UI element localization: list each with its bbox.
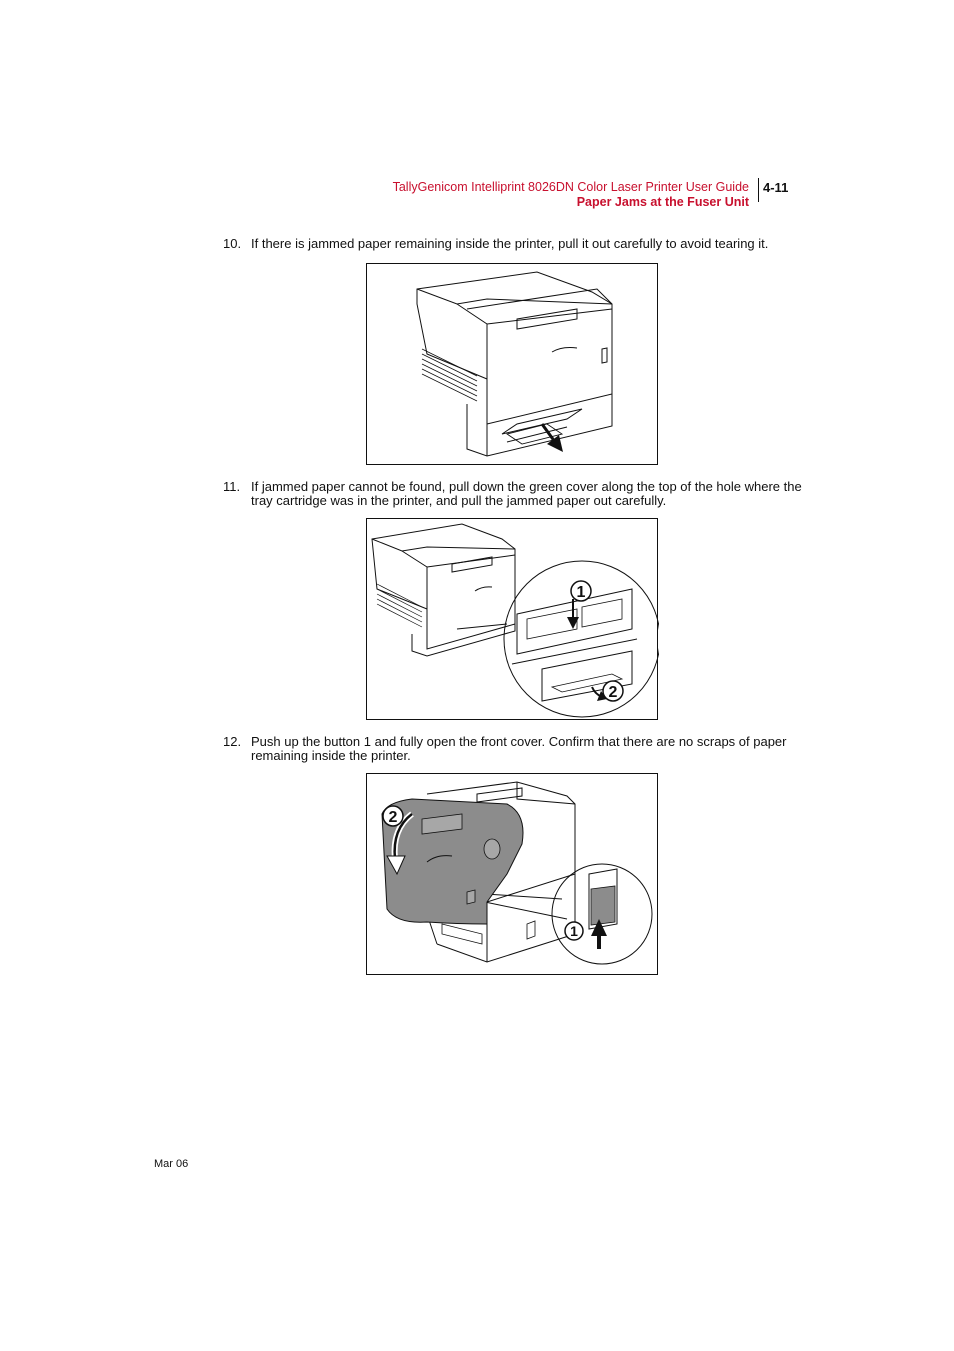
running-header [300,178,790,212]
step-text: If there is jammed paper remaining inside the printer, pull it out carefully to avoid tearing it. [251,236,769,251]
step-number: 11. [223,479,241,494]
callout-1-icon [571,581,591,601]
callout-label: 1 [576,584,586,601]
callout-2-icon [383,806,403,826]
callout-label: 1 [570,923,578,939]
printer-illustration [367,264,659,466]
callout-label: 2 [388,809,398,826]
printer-cover-illustration [367,519,659,721]
step-number: 10. [223,236,242,251]
callout-2-icon [603,681,623,701]
callout-label: 2 [608,684,618,701]
callout-1-icon [565,922,583,940]
step-11 [223,480,813,507]
step-text: If jammed paper cannot be found, pull down the green cover along the top of the hole where the tray cartridge was in the printer, and pull the jammed paper out carefully. [251,479,802,508]
step-12 [223,735,813,762]
step-10 [223,237,813,251]
footer-date: Mar 06 [154,1158,189,1170]
step-number: 12. [223,734,242,749]
step-text: Push up the button 1 and fully open the front cover. Confirm that there are no scraps of paper remaining inside the printer. [251,734,787,763]
header-divider [758,178,759,202]
page-number: 4-11 [763,180,789,195]
figure-green-cover [366,518,658,720]
figure-front-cover [366,773,658,975]
printer-front-cover-illustration [367,774,659,976]
guide-title: TallyGenicom Intelliprint 8026DN Color Laser Printer User Guide [392,180,749,194]
section-title: Paper Jams at the Fuser Unit [576,195,749,209]
figure-pull-jammed-paper [366,263,658,465]
